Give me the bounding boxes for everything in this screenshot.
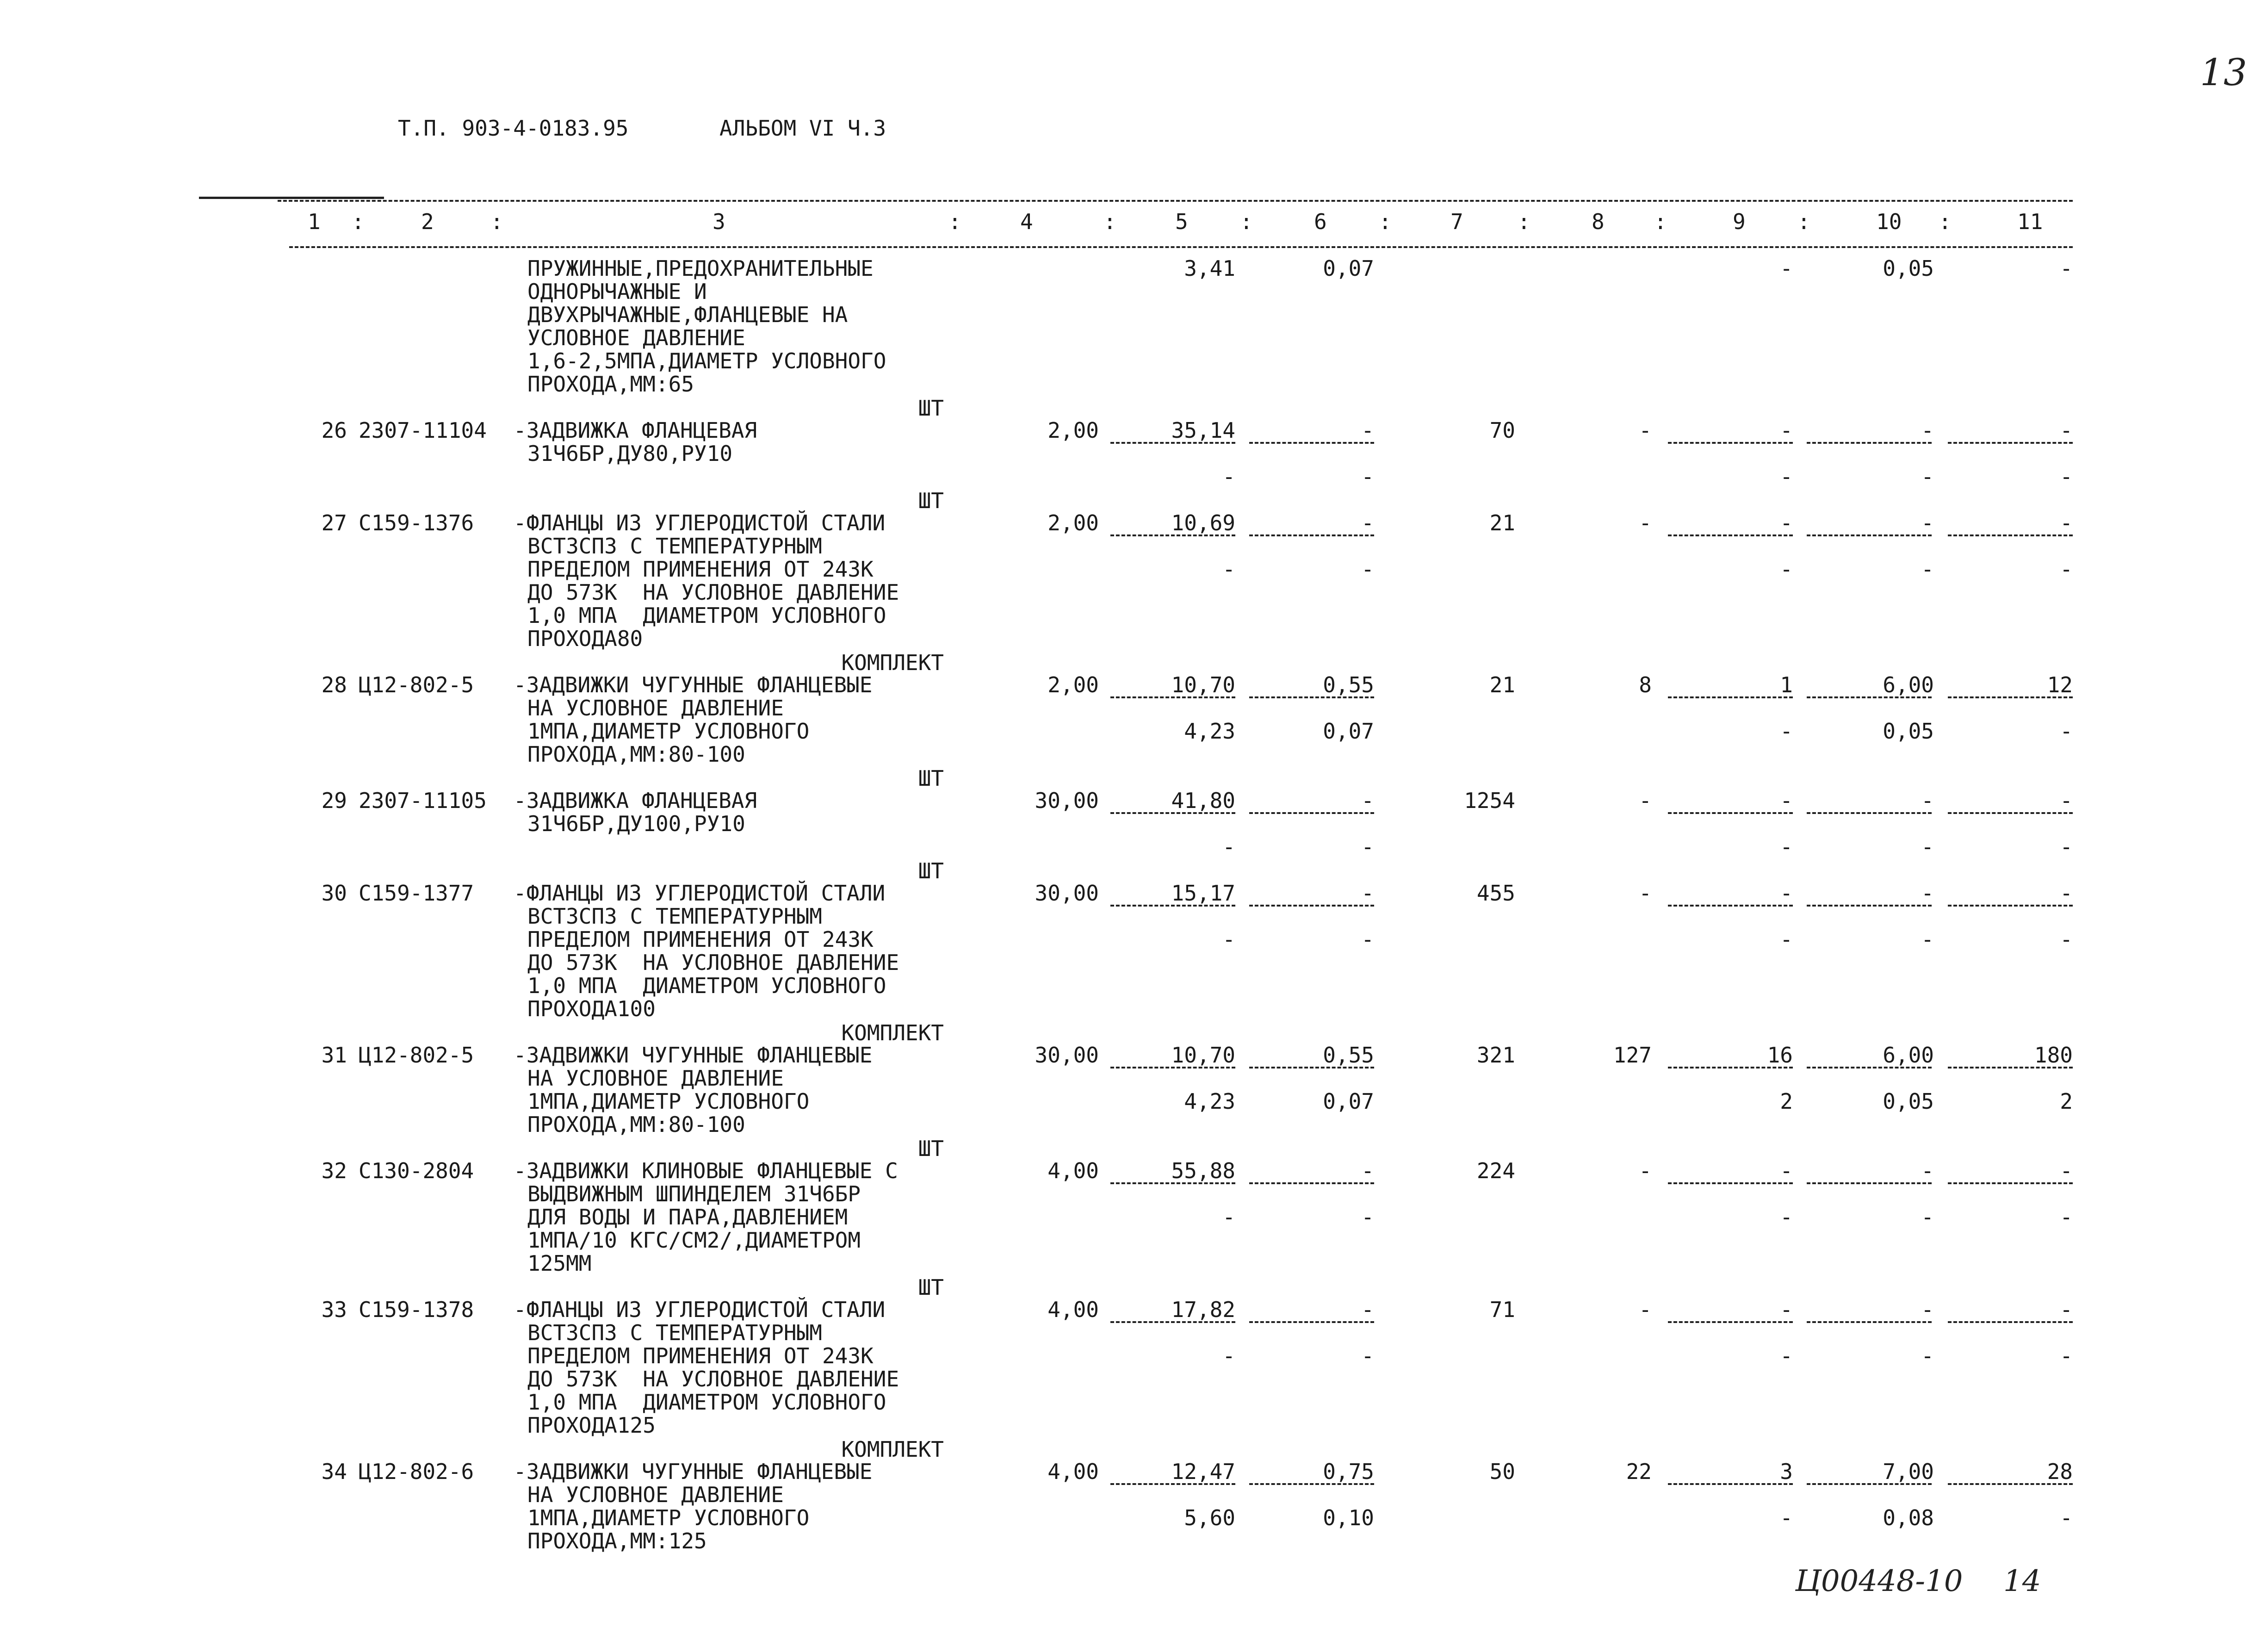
value-col5: 10,70 [1171,672,1235,697]
description-line: 1МПА,ДИАМЕТР УСЛОВНОГО [527,1505,810,1530]
value-col8: - [1639,788,1652,813]
column-separator: : [1103,209,1116,234]
value-col5: 55,88 [1171,1158,1235,1183]
description-line: ВСТЗСПЗ С ТЕМПЕРАТУРНЫМ [527,1320,822,1345]
value-separator-rule [1807,812,1932,814]
description-line: 31Ч6БР,ДУ100,РУ10 [527,811,745,836]
value-separator-rule [1668,1067,1793,1068]
value-col9: 3 [1780,1459,1793,1484]
row-code: С130-2804 [359,1158,474,1183]
description-line: ПРОХОДА,ММ:65 [527,372,694,397]
value-col7: 455 [1476,881,1515,906]
album-label: АЛЬБОМ VI Ч.3 [719,116,886,141]
value-col9: - [1780,1158,1793,1183]
row-number: 32 [321,1158,347,1183]
value-col6-lower: - [1361,1343,1374,1368]
value-col6-lower: - [1361,927,1374,952]
value-col9: - [1780,881,1793,906]
row-code: С159-1378 [359,1297,474,1322]
description-line: ПРЕДЕЛОМ ПРИМЕНЕНИЯ ОТ 243К [527,927,874,952]
description-line: 31Ч6БР,ДУ80,РУ10 [527,441,733,466]
row-code: С159-1377 [359,881,474,906]
value-separator-rule [1249,1483,1374,1485]
value-col10-lower: 0,05 [1883,719,1934,744]
value-col10: - [1921,788,1934,813]
value-col6: 0,55 [1323,1043,1374,1068]
column-number: 5 [1175,209,1188,234]
document-code: Т.П. 903-4-0183.95 [398,116,629,141]
unit-label: ШТ [918,766,944,791]
value-col10: 6,00 [1883,672,1934,697]
value-separator-rule [1249,1182,1374,1184]
row-number: 26 [321,418,347,443]
value-col11-lower: 2 [2060,1089,2073,1114]
description-line: ДО 573К НА УСЛОВНОЕ ДАВЛЕНИЕ [527,950,899,975]
value-col7: 70 [1489,418,1515,443]
description-line: ПРОХОДА125 [527,1413,656,1438]
description-line: УСЛОВНОЕ ДАВЛЕНИЕ [527,325,745,350]
row-number: 31 [321,1043,347,1068]
description-line: ВСТЗСПЗ С ТЕМПЕРАТУРНЫМ [527,534,822,559]
value-separator-rule [1807,1483,1932,1485]
value-separator-rule [1948,905,2073,907]
value-col11-lower: - [2060,834,2073,859]
value-col7: 321 [1476,1043,1515,1068]
value-separator-rule [1948,442,2073,444]
sheet-number: 14 [2003,1564,2041,1598]
value-col9: - [1780,510,1793,535]
value-col9-lower: - [1780,464,1793,489]
value-col11: - [2060,510,2073,535]
value-separator-rule [1668,534,1793,536]
description-line: 125ММ [527,1251,592,1276]
column-separator: : [1240,209,1253,234]
value-col8: - [1639,1297,1652,1322]
row-code: Ц12-802-5 [359,672,474,697]
value-col11: - [2060,881,2073,906]
unit-label: КОМПЛЕКТ [841,650,944,675]
value-col5-lower: - [1222,464,1235,489]
value-col6-lower: 0,10 [1323,1505,1374,1530]
value-col11-lower: - [2060,557,2073,582]
value-col6: - [1361,1158,1374,1183]
description-line: ПРОХОДА,ММ:125 [527,1528,707,1553]
value-col11-lower: - [2060,1205,2073,1230]
page-number-corner: 13 [2200,51,2247,94]
description-line: -ФЛАНЦЫ ИЗ УГЛЕРОДИСТОЙ СТАЛИ [514,1297,886,1322]
value-col6: - [1361,418,1374,443]
description-line: ДО 573К НА УСЛОВНОЕ ДАВЛЕНИЕ [527,1367,899,1392]
value-col11-lower: - [2060,719,2073,744]
column-number: 11 [2017,209,2043,234]
value-col11: - [2060,418,2073,443]
unit-label: ШТ [918,1275,944,1300]
column-number: 4 [1020,209,1033,234]
value-separator-rule [1948,812,2073,814]
row-code: Ц12-802-5 [359,1043,474,1068]
value-col6: - [1361,788,1374,813]
description-line: 1,0 МПА ДИАМЕТРОМ УСЛОВНОГО [527,603,886,628]
value-col9: 1 [1780,672,1793,697]
value-col9: - [1780,256,1793,281]
value-col4: 4,00 [1047,1297,1099,1322]
column-separator: : [1518,209,1531,234]
description-line: ПРЕДЕЛОМ ПРИМЕНЕНИЯ ОТ 243К [527,557,874,582]
row-number: 27 [321,510,347,535]
value-col8: - [1639,881,1652,906]
value-col8: - [1639,510,1652,535]
description-line: 1,0 МПА ДИАМЕТРОМ УСЛОВНОГО [527,1390,886,1415]
row-number: 34 [321,1459,347,1484]
value-col9-lower: - [1780,557,1793,582]
value-separator-rule [1249,812,1374,814]
value-col10: - [1921,510,1934,535]
value-col6: 0,55 [1323,672,1374,697]
value-col11-lower: - [2060,1343,2073,1368]
value-col6-lower: 0,07 [1323,719,1374,744]
column-separator: : [948,209,961,234]
value-separator-rule [1807,442,1932,444]
value-col11: 12 [2047,672,2073,697]
value-separator-rule [1668,1321,1793,1323]
value-separator-rule [1110,1067,1235,1068]
value-col7: 21 [1489,510,1515,535]
description-line: 1МПА/10 КГС/СМ2/,ДИАМЕТРОМ [527,1228,861,1253]
value-col10-lower: 0,05 [1883,1089,1934,1114]
value-separator-rule [1110,1321,1235,1323]
value-separator-rule [1948,1182,2073,1184]
column-number: 10 [1876,209,1902,234]
value-separator-rule [1110,1483,1235,1485]
value-col5: 12,47 [1171,1459,1235,1484]
value-col10: - [1921,418,1934,443]
value-col7: 224 [1476,1158,1515,1183]
value-col9: - [1780,418,1793,443]
unit-label: КОМПЛЕКТ [841,1437,944,1462]
value-col5-lower: - [1222,1343,1235,1368]
value-col8: - [1639,418,1652,443]
column-separator: : [490,209,503,234]
description-line: -ФЛАНЦЫ ИЗ УГЛЕРОДИСТОЙ СТАЛИ [514,510,886,535]
description-line: ПРОХОДА,ММ:80-100 [527,742,745,767]
row-code: С159-1376 [359,510,474,535]
value-col6-lower: - [1361,557,1374,582]
value-separator-rule [1249,1067,1374,1068]
value-separator-rule [1807,696,1932,698]
value-separator-rule [1110,696,1235,698]
description-line: ПРОХОДА100 [527,996,656,1021]
description-line: ПРОХОДА,ММ:80-100 [527,1112,745,1137]
description-line: -ЗАДВИЖКИ ЧУГУННЫЕ ФЛАНЦЕВЫЕ [514,1459,873,1484]
value-col4: 30,00 [1035,1043,1099,1068]
value-separator-rule [1249,442,1374,444]
value-col11: - [2060,788,2073,813]
column-number: 2 [421,209,434,234]
value-col5: 10,70 [1171,1043,1235,1068]
value-col5-lower: - [1222,927,1235,952]
value-col4: 2,00 [1047,510,1099,535]
value-col11-lower: - [2060,927,2073,952]
column-number: 9 [1733,209,1746,234]
value-col4: 2,00 [1047,672,1099,697]
value-separator-rule [1668,905,1793,907]
value-separator-rule [1668,1182,1793,1184]
value-separator-rule [1110,1182,1235,1184]
value-col10: - [1921,1297,1934,1322]
description-line: НА УСЛОВНОЕ ДАВЛЕНИЕ [527,1066,784,1091]
value-col5-lower: 5,60 [1184,1505,1235,1530]
row-number: 30 [321,881,347,906]
value-separator-rule [1807,905,1932,907]
value-col9-lower: - [1780,719,1793,744]
value-col9-lower: - [1780,1505,1793,1530]
value-separator-rule [1668,1483,1793,1485]
value-col11: 180 [2034,1043,2073,1068]
value-col10-lower: 0,08 [1883,1505,1934,1530]
row-code: Ц12-802-6 [359,1459,474,1484]
unit-label: ШТ [918,488,944,513]
value-col11-lower: - [2060,464,2073,489]
description-line: ВЫДВИЖНЫМ ШПИНДЕЛЕМ 31Ч6БР [527,1181,861,1206]
unit-label: КОМПЛЕКТ [841,1020,944,1045]
value-col11: - [2060,1158,2073,1183]
value-col10: 7,00 [1883,1459,1934,1484]
description-line: ДЛЯ ВОДЫ И ПАРА,ДАВЛЕНИЕМ [527,1205,848,1230]
value-separator-rule [1948,696,2073,698]
value-col6: - [1361,881,1374,906]
value-col5-lower: - [1222,1205,1235,1230]
column-number: 8 [1592,209,1605,234]
column-separator: : [1939,209,1952,234]
value-col5: 35,14 [1171,418,1235,443]
column-separator: : [1654,209,1667,234]
value-col7: 71 [1489,1297,1515,1322]
description-line: НА УСЛОВНОЕ ДАВЛЕНИЕ [527,1482,784,1507]
unit-label: ШТ [918,858,944,883]
value-col11-lower: - [2060,1505,2073,1530]
value-col9-lower: 2 [1780,1089,1793,1114]
description-line: ВСТЗСПЗ С ТЕМПЕРАТУРНЫМ [527,904,822,929]
unit-label: ШТ [918,396,944,421]
description-line: 1,6-2,5МПА,ДИАМЕТР УСЛОВНОГО [527,348,886,373]
description-line: -ЗАДВИЖКИ ЧУГУННЫЕ ФЛАНЦЕВЫЕ [514,672,873,697]
value-col10: - [1921,881,1934,906]
value-col11: - [2060,256,2073,281]
description-line: ПРЕДЕЛОМ ПРИМЕНЕНИЯ ОТ 243К [527,1343,874,1368]
value-col6: 0,07 [1323,256,1374,281]
value-col9: - [1780,1297,1793,1322]
description-line: НА УСЛОВНОЕ ДАВЛЕНИЕ [527,696,784,721]
description-line: -ЗАДВИЖКИ ЧУГУННЫЕ ФЛАНЦЕВЫЕ [514,1043,873,1068]
top-rule [278,200,2073,202]
value-col5-lower: 4,23 [1184,1089,1235,1114]
value-separator-rule [1807,1182,1932,1184]
description-line: ДВУХРЫЧАЖНЫЕ,ФЛАНЦЕВЫЕ НА [527,302,848,327]
value-col10-lower: - [1921,1343,1934,1368]
value-col9: - [1780,788,1793,813]
value-col5-lower: - [1222,557,1235,582]
row-code: 2307-11105 [359,788,487,813]
description-line: ОДНОРЫЧАЖНЫЕ И [527,279,707,304]
value-col8: 8 [1639,672,1652,697]
description-line: ДО 573К НА УСЛОВНОЕ ДАВЛЕНИЕ [527,580,899,605]
row-number: 28 [321,672,347,697]
column-header-rule [289,246,2073,248]
value-col11: 28 [2047,1459,2073,1484]
value-separator-rule [1668,812,1793,814]
description-line: 1МПА,ДИАМЕТР УСЛОВНОГО [527,1089,810,1114]
value-col4: 4,00 [1047,1158,1099,1183]
value-col4: 30,00 [1035,881,1099,906]
value-separator-rule [1948,534,2073,536]
value-separator-rule [1249,905,1374,907]
value-separator-rule [1948,1067,2073,1068]
value-col10-lower: - [1921,1205,1934,1230]
description-line: 1,0 МПА ДИАМЕТРОМ УСЛОВНОГО [527,973,886,998]
description-line: -ФЛАНЦЫ ИЗ УГЛЕРОДИСТОЙ СТАЛИ [514,881,886,906]
value-col5: 3,41 [1184,256,1235,281]
value-separator-rule [1249,534,1374,536]
value-col5: 41,80 [1171,788,1235,813]
value-col10-lower: - [1921,927,1934,952]
value-col10-lower: - [1921,464,1934,489]
column-separator: : [352,209,365,234]
column-number: 1 [308,209,321,234]
value-col6: - [1361,1297,1374,1322]
description-line: -ЗАДВИЖКИ КЛИНОВЫЕ ФЛАНЦЕВЫЕ С [514,1158,898,1183]
column-number: 3 [713,209,725,234]
value-col6-lower: - [1361,1205,1374,1230]
value-col10: 6,00 [1883,1043,1934,1068]
column-number: 7 [1450,209,1463,234]
value-col7: 21 [1489,672,1515,697]
value-separator-rule [1668,442,1793,444]
document-stamp: Ц00448-10 [1795,1564,1963,1598]
value-col4: 4,00 [1047,1459,1099,1484]
description-line: ПРОХОДА80 [527,626,643,651]
description-line: 1МПА,ДИАМЕТР УСЛОВНОГО [527,719,810,744]
value-col11: - [2060,1297,2073,1322]
value-separator-rule [1948,1321,2073,1323]
column-separator: : [1797,209,1810,234]
value-col10-lower: - [1921,834,1934,859]
value-col8: 127 [1613,1043,1652,1068]
value-col9-lower: - [1780,927,1793,952]
value-col10: 0,05 [1883,256,1934,281]
value-separator-rule [1110,812,1235,814]
row-number: 33 [321,1297,347,1322]
value-col10-lower: - [1921,557,1934,582]
description-line: ПРУЖИННЫЕ,ПРЕДОХРАНИТЕЛЬНЫЕ [527,256,874,281]
value-separator-rule [1948,1483,2073,1485]
value-col7: 50 [1489,1459,1515,1484]
value-col6: 0,75 [1323,1459,1374,1484]
value-col9-lower: - [1780,834,1793,859]
value-col8: - [1639,1158,1652,1183]
value-separator-rule [1110,442,1235,444]
value-separator-rule [1807,1321,1932,1323]
value-col6-lower: - [1361,834,1374,859]
value-col5: 10,69 [1171,510,1235,535]
value-separator-rule [1249,1321,1374,1323]
value-col7: 1254 [1464,788,1515,813]
value-separator-rule [1807,1067,1932,1068]
row-number: 29 [321,788,347,813]
description-line: -ЗАДВИЖКА ФЛАНЦЕВАЯ [514,418,757,443]
value-col5-lower: 4,23 [1184,719,1235,744]
value-col5-lower: - [1222,834,1235,859]
value-separator-rule [1110,534,1235,536]
value-col4: 30,00 [1035,788,1099,813]
value-col9-lower: - [1780,1205,1793,1230]
value-separator-rule [1668,696,1793,698]
value-col5: 17,82 [1171,1297,1235,1322]
value-col4: 2,00 [1047,418,1099,443]
value-col6: - [1361,510,1374,535]
value-col6-lower: 0,07 [1323,1089,1374,1114]
value-col6-lower: - [1361,464,1374,489]
value-col5: 15,17 [1171,881,1235,906]
value-col10: - [1921,1158,1934,1183]
value-col8: 22 [1626,1459,1652,1484]
row-code: 2307-11104 [359,418,487,443]
column-number: 6 [1314,209,1327,234]
top-rule-solid [199,197,384,199]
unit-label: ШТ [918,1136,944,1161]
value-col9: 16 [1767,1043,1793,1068]
value-col9-lower: - [1780,1343,1793,1368]
column-separator: : [1379,209,1392,234]
value-separator-rule [1807,534,1932,536]
description-line: -ЗАДВИЖКА ФЛАНЦЕВАЯ [514,788,757,813]
value-separator-rule [1110,905,1235,907]
value-separator-rule [1249,696,1374,698]
